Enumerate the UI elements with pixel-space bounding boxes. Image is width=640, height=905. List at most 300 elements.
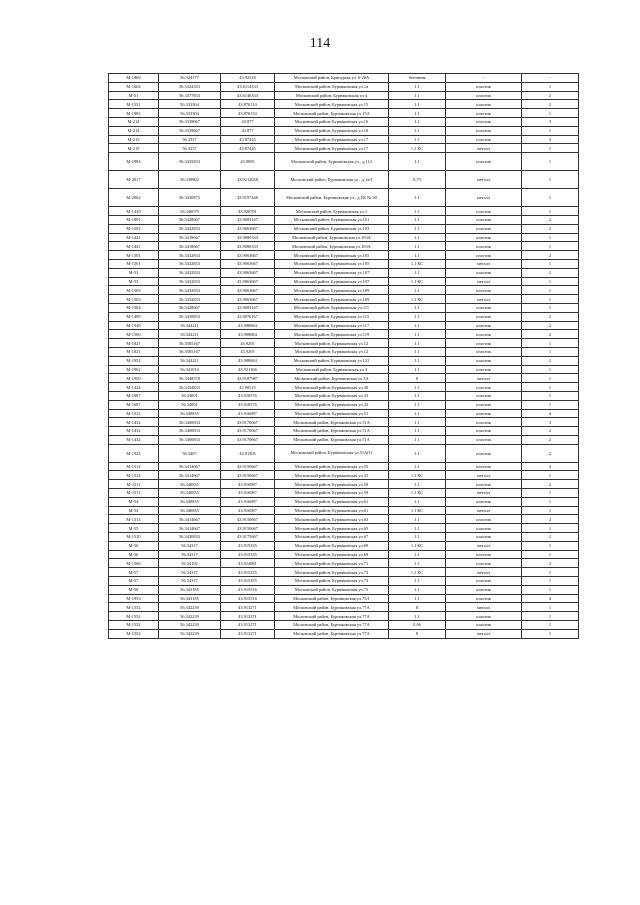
table-row (109, 135, 579, 144)
site-code-cell: М-1432 (109, 435, 159, 444)
latitude-cell: 56.342239 (159, 621, 221, 630)
longitude-cell: 43.914081 (221, 559, 275, 568)
table-row (109, 409, 579, 418)
address-cell: Московский район, Бурнаковская ул.51А(1) (275, 444, 389, 462)
address-cell: Московский район, Бурнаковская ул.105 (275, 259, 389, 268)
table-row (109, 303, 579, 312)
longitude-cell: 43.908684 (221, 321, 275, 330)
address-cell: Московский район, Бурнаковская ул.103А (275, 242, 389, 251)
site-code-cell: М-1687 (109, 391, 159, 400)
count-cell: 2 (522, 330, 579, 339)
site-code-cell: М-1500 (109, 330, 159, 339)
site-code-cell: М-1664 (109, 82, 159, 91)
longitude-cell: 43.913271 (221, 629, 275, 638)
volume-cell: 1.1 (389, 303, 446, 312)
count-cell: 1 (522, 603, 579, 612)
site-code-cell: М-53 (109, 277, 159, 286)
site-code-cell: М-1962 (109, 365, 159, 374)
latitude-cell: 56.340835 (159, 489, 221, 498)
longitude-cell: 43.9175667 (221, 533, 275, 542)
volume-cell: 1.1 (389, 312, 446, 321)
longitude-cell: 43.916087 (221, 480, 275, 489)
table-row (109, 594, 579, 603)
latitude-cell: 56.342239 (159, 629, 221, 638)
longitude-cell: 43.6146333 (221, 91, 275, 100)
volume-cell: 1.1 (389, 435, 446, 444)
address-cell: Московский район, Бурнаковская ул.55 (275, 462, 389, 471)
site-code-cell: М-1511 (109, 489, 159, 498)
count-cell: 1 (522, 391, 579, 400)
volume-cell: 1.1 (389, 268, 446, 277)
site-code-cell: М-1514 (109, 471, 159, 480)
address-cell: Московский район, Бурнаковская ул.15 (275, 100, 389, 109)
latitude-cell: 56.3432833 (159, 286, 221, 295)
count-cell: 2 (522, 312, 579, 321)
material-cell: пластик (446, 215, 522, 224)
address-cell: Московский район, Бурнаковская ул.111 (275, 303, 389, 312)
volume-cell: 1.1 (389, 330, 446, 339)
address-cell: Московский район, Бурнаковская ул.12 (275, 339, 389, 348)
volume-cell: 1.1 (389, 251, 446, 260)
longitude-cell: 43.908684 (221, 356, 275, 365)
address-cell: Московский район, Бурнаковская ул.55 (275, 471, 389, 480)
site-code-cell: М-1512 (109, 409, 159, 418)
count-cell: 2 (522, 251, 579, 260)
address-cell: Московский район, Бурнаковская ул.121 (275, 356, 389, 365)
count-cell: 2 (522, 444, 579, 462)
volume-cell: 1.1 (389, 444, 446, 462)
longitude-cell: 43.915335 (221, 541, 275, 550)
count-cell: 1 (522, 277, 579, 286)
latitude-cell: 56.343185 (159, 585, 221, 594)
longitude-cell: 43.9076167 (221, 312, 275, 321)
address-cell: Московский район, Бурнаковская ул.15А (275, 109, 389, 118)
latitude-cell: 56.344211 (159, 330, 221, 339)
table-row (109, 506, 579, 515)
volume-cell: 1.1 (389, 409, 446, 418)
address-cell: Московский район, Бурнаковская ул.107 (275, 268, 389, 277)
longitude-cell: 43.9080333 (221, 242, 275, 251)
longitude-cell: 43.9150667 (221, 515, 275, 524)
table-row (109, 383, 579, 392)
volume-cell: 1.1 (389, 480, 446, 489)
site-code-cell: М-1511 (109, 480, 159, 489)
longitude-cell: 43.9187987 (221, 374, 275, 383)
table-row (109, 489, 579, 498)
material-cell: пластик (446, 153, 522, 171)
address-cell: Московский район, Бурнаковская ул.67 (275, 533, 389, 542)
count-cell: 1 (522, 577, 579, 586)
address-cell: Московский район, Бурнаковская ул.103А (275, 233, 389, 242)
longitude-cell: 43.6114333 (221, 82, 275, 91)
material-cell: пластик (446, 594, 522, 603)
latitude-cell: 56.3432833 (159, 224, 221, 233)
address-cell: Московский район, Бурнаковская ул.17 (275, 135, 389, 144)
volume-cell: 1.1 (389, 585, 446, 594)
volume-cell: 1.1 (389, 347, 446, 356)
volume-cell: 1.1 (389, 100, 446, 109)
table-row (109, 312, 579, 321)
material-cell: металл (446, 144, 522, 153)
table-row (109, 100, 579, 109)
count-cell: 1 (522, 153, 579, 171)
count-cell: 1 (522, 374, 579, 383)
longitude-cell: 43.9063667 (221, 268, 275, 277)
count-cell: 1 (522, 189, 579, 207)
address-cell: Московский район, Бурнаковская ул.119 (275, 330, 389, 339)
table-row (109, 585, 579, 594)
table-row (109, 268, 579, 277)
address-cell: Московский район, Бурнаковская ул., д.113 (275, 153, 389, 171)
material-cell: пластик (446, 383, 522, 392)
address-cell: Московский район, Бурнаковская ул.3 (275, 365, 389, 374)
count-cell: 3 (522, 418, 579, 427)
longitude-cell: 43.9083167 (221, 215, 275, 224)
table-row (109, 629, 579, 638)
latitude-cell: 56.333304 (159, 100, 221, 109)
material-cell: - (446, 74, 522, 83)
count-cell: 1 (522, 400, 579, 409)
volume-cell: 1.1 КС (389, 295, 446, 304)
volume-cell: 1.1 КС (389, 568, 446, 577)
site-code-cell: М-215 (109, 144, 159, 153)
table-row (109, 621, 579, 630)
address-cell: Московский район, Бурнаковская ул.103 (275, 224, 389, 233)
count-cell: 1 (522, 629, 579, 638)
address-cell: Московский район, Бурнаковская ул.59 (275, 480, 389, 489)
material-cell: пластик (446, 233, 522, 242)
volume-cell: 1.1 (389, 126, 446, 135)
longitude-cell: 43.915335 (221, 568, 275, 577)
table-row (109, 400, 579, 409)
material-cell: металл (446, 277, 522, 286)
volume-cell: 1.1 (389, 612, 446, 621)
site-code-cell: М-57 (109, 577, 159, 586)
latitude-cell: 56.3428667 (159, 215, 221, 224)
count-cell: 1 (522, 471, 579, 480)
table-row (109, 91, 579, 100)
address-cell: Московский район, Бурнаковская ул.4 (275, 91, 389, 100)
material-cell: пластик (446, 533, 522, 542)
address-cell: Московский район, Бурнаковская ул.105 (275, 251, 389, 260)
latitude-cell: 56.3337 (159, 135, 221, 144)
count-cell: 3 (522, 462, 579, 471)
address-cell: Московский район, Бурнаковская ул.65 (275, 524, 389, 533)
longitude-cell: 43.9170667 (221, 435, 275, 444)
volume-cell: 1.1 (389, 533, 446, 542)
material-cell: металл (446, 189, 522, 207)
table-row (109, 497, 579, 506)
count-cell: 3 (522, 117, 579, 126)
address-cell: Московский район, Бурнаковская ул.73 (275, 568, 389, 577)
table-row (109, 224, 579, 233)
material-cell: пластик (446, 462, 522, 471)
longitude-cell: 43.916087 (221, 409, 275, 418)
table-row (109, 356, 579, 365)
latitude-cell: 56.34317 (159, 577, 221, 586)
material-cell: пластик (446, 91, 522, 100)
latitude-cell: 56.3418667 (159, 242, 221, 251)
address-cell: Московский район, Бурнаковская ул.16 (275, 117, 389, 126)
longitude-cell: 43.9150667 (221, 462, 275, 471)
site-code-cell: М-57 (109, 568, 159, 577)
table-row (109, 524, 579, 533)
address-cell: Московский район, Бурнаковская ул.1а (275, 82, 389, 91)
table-row (109, 480, 579, 489)
latitude-cell: 56.3432833 (159, 259, 221, 268)
longitude-cell: 43.913271 (221, 603, 275, 612)
longitude-cell: 43.915335 (221, 550, 275, 559)
latitude-cell: 56.340835 (159, 497, 221, 506)
address-cell: Московский район, Бурнаковская ул.33 (275, 391, 389, 400)
table-row (109, 126, 579, 135)
volume-cell: 1.1 (389, 321, 446, 330)
material-cell: пластик (446, 480, 522, 489)
latitude-cell: 56.34317 (159, 541, 221, 550)
count-cell: 2 (522, 533, 579, 542)
address-cell: Московский район, Бурнаковская ул.59 (275, 489, 389, 498)
site-code-cell: М-51 (109, 91, 159, 100)
material-cell: металл (446, 471, 522, 480)
latitude-cell: 56.34001 (159, 391, 221, 400)
longitude-cell: 43.9205 (221, 347, 275, 356)
count-cell: 2 (522, 480, 579, 489)
longitude-cell: 43.9080333 (221, 233, 275, 242)
material-cell: металл (446, 506, 522, 515)
latitude-cell: 56.3432833 (159, 268, 221, 277)
material-cell: пластик (446, 550, 522, 559)
longitude-cell: 43.916087 (221, 506, 275, 515)
material-cell: пластик (446, 400, 522, 409)
longitude-cell: 43.9170667 (221, 418, 275, 427)
material-cell: пластик (446, 559, 522, 568)
material-cell: пластик (446, 321, 522, 330)
table-row (109, 515, 579, 524)
longitude-cell: 43.9063667 (221, 259, 275, 268)
volume-cell: 1.1 (389, 418, 446, 427)
material-cell: пластик (446, 585, 522, 594)
longitude-cell: 43.92518 (221, 74, 275, 83)
longitude-cell: 43.91305 (221, 444, 275, 462)
count-cell: 1 (522, 109, 579, 118)
table-row (109, 295, 579, 304)
site-code-cell: М-1506 (109, 559, 159, 568)
count-cell: 2 (522, 224, 579, 233)
latitude-cell: 56.343185 (159, 594, 221, 603)
volume-cell: 1.1 (389, 153, 446, 171)
count-cell: - (522, 74, 579, 83)
material-cell: пластик (446, 515, 522, 524)
material-cell: пластик (446, 356, 522, 365)
address-cell: Московский район, Бурнаковская ул.109 (275, 286, 389, 295)
site-code-cell: М-1551 (109, 100, 159, 109)
count-cell: 1 (522, 171, 579, 189)
latitude-cell: 56.3430875 (159, 189, 221, 207)
latitude-cell: 56.3428667 (159, 303, 221, 312)
longitude-cell: 43.9205 (221, 339, 275, 348)
site-code-cell: М-214 (109, 117, 159, 126)
latitude-cell: 56.3339667 (159, 126, 221, 135)
latitude-cell: 56.340835 (159, 409, 221, 418)
table-row (109, 74, 579, 83)
site-code-cell: М-1552 (109, 621, 159, 630)
latitude-cell: 56.3414667 (159, 524, 221, 533)
site-code-cell: М-1503 (109, 295, 159, 304)
material-cell: пластик (446, 286, 522, 295)
volume-cell: 1.1 (389, 577, 446, 586)
latitude-cell: 56.3407 (159, 444, 221, 462)
material-cell: пластик (446, 126, 522, 135)
volume-cell: 1.1 (389, 524, 446, 533)
longitude-cell: 43.9063667 (221, 251, 275, 260)
longitude-cell: 43.87445 (221, 135, 275, 144)
site-code-cell: М-1502 (109, 224, 159, 233)
material-cell: металл (446, 603, 522, 612)
site-code-cell: М-1514 (109, 462, 159, 471)
site-code-cell: М-1687 (109, 400, 159, 409)
longitude-cell: 43.916087 (221, 497, 275, 506)
volume-cell: 1.1 (389, 356, 446, 365)
address-cell: Московский район, Бурнаковская ул.17 (275, 144, 389, 153)
table-row (109, 577, 579, 586)
latitude-cell: 56.3414667 (159, 471, 221, 480)
latitude-cell: 56.3324333 (159, 82, 221, 91)
site-code-cell: М-1424 (109, 383, 159, 392)
latitude-cell: 56.3435833 (159, 153, 221, 171)
site-code-cell: М-1441 (109, 242, 159, 251)
longitude-cell: 43.87445 (221, 144, 275, 153)
volume-cell: 1.1 (389, 242, 446, 251)
count-cell: 1 (522, 303, 579, 312)
volume-cell: 8 (389, 374, 446, 383)
volume-cell: 1.1 (389, 91, 446, 100)
volume-cell: 0.75 (389, 171, 446, 189)
longitude-cell: 43.9063667 (221, 286, 275, 295)
table-row (109, 242, 579, 251)
site-code-cell: М-1430 (109, 207, 159, 216)
count-cell: 1 (522, 286, 579, 295)
site-code-cell: М-1499 (109, 312, 159, 321)
volume-cell: 1.1 (389, 189, 446, 207)
latitude-cell: 56.341014 (159, 365, 221, 374)
material-cell: металл (446, 259, 522, 268)
site-code-cell: М-1984 (109, 153, 159, 171)
address-cell: Московский район, Бурнаковская ул.77А (275, 612, 389, 621)
address-cell: Московский район, Бурнаковская ул.63 (275, 515, 389, 524)
material-cell: пластик (446, 312, 522, 321)
latitude-cell: 56.3418667 (159, 233, 221, 242)
address-cell: Московский район, Бурнаковская ул.51 (275, 409, 389, 418)
count-cell: 1 (522, 259, 579, 268)
latitude-cell: 56.34317 (159, 550, 221, 559)
count-cell: 1 (522, 126, 579, 135)
count-cell: 1 (522, 82, 579, 91)
latitude-cell: 56.339802 (159, 171, 221, 189)
site-code-cell: М-215 (109, 135, 159, 144)
longitude-cell: 43.918576 (221, 391, 275, 400)
table-row (109, 189, 579, 207)
longitude-cell: 43.913271 (221, 612, 275, 621)
table-row (109, 251, 579, 260)
address-cell: Московский район, Бурнаковская ул.107 (275, 277, 389, 286)
address-cell: Московский район, Бурнаковская ул.117 (275, 321, 389, 330)
volume-cell: 8 (389, 603, 446, 612)
site-code-cell: М-54 (109, 497, 159, 506)
site-code-cell: М-1821 (109, 347, 159, 356)
table-row (109, 533, 579, 542)
longitude-cell: 43.915335 (221, 577, 275, 586)
count-cell: 1 (522, 383, 579, 392)
material-cell: пластик (446, 242, 522, 251)
table-row (109, 435, 579, 444)
site-code-cell: М-1513 (109, 515, 159, 524)
address-cell: Московский район, Бурнаковская ул.51А (275, 418, 389, 427)
table-row (109, 568, 579, 577)
address-cell: Московский район, Бурнаковская ул.71 (275, 559, 389, 568)
address-cell: Московский район, Бурнаковская ул.115 (275, 312, 389, 321)
address-cell: Московский район, Бурнаковская ул.51А (275, 427, 389, 436)
longitude-cell: 43.913271 (221, 621, 275, 630)
address-cell: Московский район, Бурнаковская ул.61 (275, 497, 389, 506)
material-cell: пластик (446, 268, 522, 277)
volume-cell: 1.1 (389, 233, 446, 242)
address-cell: Московский район, Бурнаковская ул., д.ГК № 30 (275, 189, 389, 207)
volume-cell: 8 (389, 629, 446, 638)
material-cell: пластик (446, 330, 522, 339)
longitude-cell: 43.918576 (221, 400, 275, 409)
table-row (109, 347, 579, 356)
count-cell: 1 (522, 621, 579, 630)
material-cell: металл (446, 489, 522, 498)
table-row (109, 215, 579, 224)
count-cell: 2 (522, 215, 579, 224)
latitude-cell: 56.3448578 (159, 374, 221, 383)
count-cell: 1 (522, 144, 579, 153)
address-cell: Московский район, Бурнаковская ул.77А (275, 629, 389, 638)
material-cell: металл (446, 374, 522, 383)
longitude-cell: 43.876133 (221, 109, 275, 118)
table-row (109, 117, 579, 126)
count-cell: 1 (522, 365, 579, 374)
material-cell: пластик (446, 82, 522, 91)
container-site-table (108, 73, 579, 639)
site-code-cell: М-1882 (109, 109, 159, 118)
latitude-cell: 56.3400833 (159, 427, 221, 436)
material-cell: пластик (446, 303, 522, 312)
count-cell: 2 (522, 435, 579, 444)
longitude-cell: 43.921366 (221, 365, 275, 374)
volume-cell: 1.1 КС (389, 277, 446, 286)
table-row (109, 144, 579, 153)
material-cell: пластик (446, 251, 522, 260)
volume-cell: 1.1 КС (389, 506, 446, 515)
material-cell: пластик (446, 339, 522, 348)
site-code-cell: М-58 (109, 585, 159, 594)
latitude-cell: 56.342239 (159, 603, 221, 612)
count-cell: 1 (522, 550, 579, 559)
volume-cell: 1.1 (389, 109, 446, 118)
site-code-cell: М-1821 (109, 339, 159, 348)
latitude-cell: 56.3337 (159, 144, 221, 153)
longitude-cell: 43.9170667 (221, 427, 275, 436)
table-row (109, 550, 579, 559)
material-cell: пластик (446, 224, 522, 233)
volume-cell: 1.1 КС (389, 144, 446, 153)
table-row (109, 259, 579, 268)
longitude-cell: 43.876133 (221, 100, 275, 109)
address-cell: Московский район, Бурнаковская ул.109 (275, 295, 389, 304)
latitude-cell: 56.34001 (159, 400, 221, 409)
